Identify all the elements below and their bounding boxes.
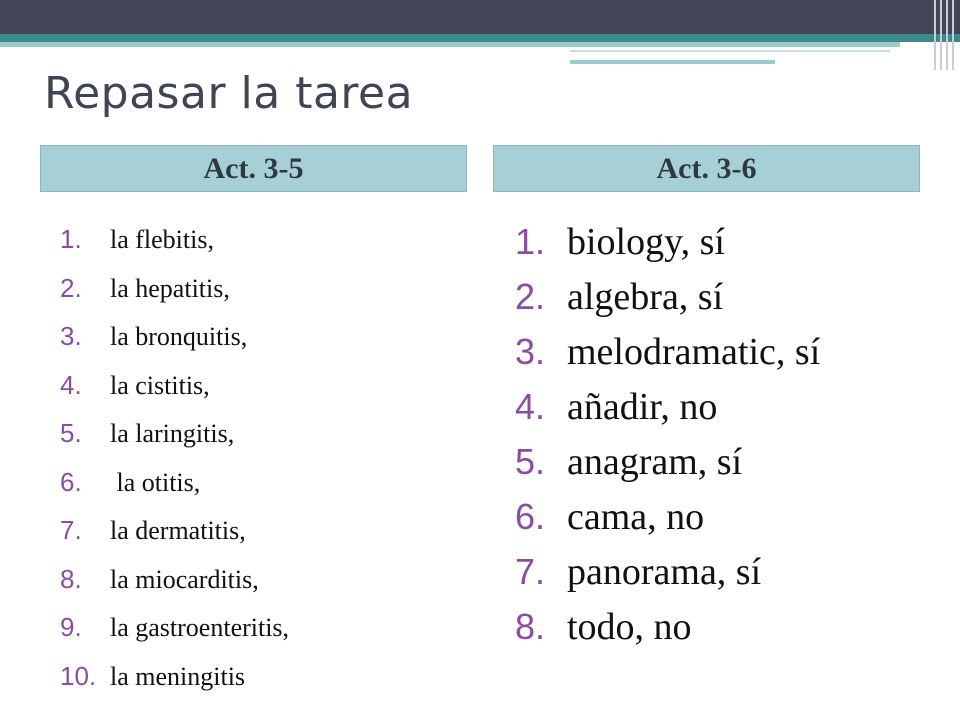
- item-number: 7.: [60, 515, 82, 545]
- item-number: 3.: [60, 321, 82, 351]
- item-number: 5.: [515, 441, 546, 482]
- item-text: la bronquitis,: [110, 322, 248, 351]
- list-item: [60, 224, 289, 273]
- item-text: la dermatitis,: [110, 516, 246, 545]
- list-item: [60, 418, 289, 467]
- item-text: la hepatitis,: [110, 273, 230, 303]
- item-number: 2.: [515, 276, 546, 317]
- list-item: [515, 605, 820, 660]
- list-item: [515, 440, 820, 495]
- list-item: [515, 330, 820, 385]
- list-item: [60, 661, 289, 710]
- item-text: la laringitis,: [110, 419, 235, 448]
- decorative-line: [570, 60, 775, 64]
- list-item: [60, 321, 289, 370]
- list-item: [515, 385, 820, 440]
- item-number: 6.: [60, 466, 82, 497]
- item-number: 9.: [60, 612, 82, 642]
- right-answer-list: [515, 220, 820, 660]
- item-text: melodramatic, sí: [567, 331, 821, 373]
- list-item: [515, 220, 820, 275]
- list-item: [515, 275, 820, 330]
- list-item: [60, 370, 289, 419]
- top-light-strip: [0, 42, 900, 47]
- list-item: [60, 612, 289, 661]
- item-text: añadir, no: [567, 386, 718, 428]
- item-text: la miocarditis,: [110, 564, 259, 594]
- item-text: panorama, sí: [567, 551, 762, 593]
- item-number: 10.: [60, 660, 97, 691]
- slide-title: Repasar la tarea: [44, 68, 414, 119]
- item-text: algebra, sí: [567, 276, 724, 318]
- item-text: la cistitis,: [110, 370, 210, 400]
- item-number: 6.: [515, 496, 546, 537]
- decorative-line: [570, 50, 890, 52]
- item-text: la gastroenteritis,: [110, 613, 290, 642]
- item-text: la otitis,: [110, 467, 201, 497]
- item-number: 3.: [515, 331, 546, 372]
- top-accent-band: [0, 34, 960, 42]
- item-number: 5.: [60, 418, 82, 448]
- list-item: [60, 564, 289, 613]
- item-number: 4.: [515, 386, 546, 427]
- item-number: 7.: [515, 551, 546, 592]
- item-number: 1.: [515, 221, 546, 262]
- top-banner: [0, 0, 960, 34]
- item-text: anagram, sí: [567, 441, 743, 483]
- item-number: 8.: [515, 606, 546, 647]
- item-number: 1.: [60, 224, 82, 254]
- decorative-vertical-lines: [930, 0, 960, 70]
- item-text: todo, no: [567, 606, 692, 648]
- list-item: [60, 273, 289, 322]
- list-item: [515, 495, 820, 550]
- item-text: cama, no: [567, 496, 705, 538]
- list-item: [515, 550, 820, 605]
- item-number: 4.: [60, 369, 82, 400]
- list-item: [60, 467, 289, 516]
- list-item: [60, 515, 289, 564]
- item-text: la flebitis,: [110, 225, 214, 254]
- left-column-header: Act. 3-5: [40, 145, 467, 192]
- item-text: la meningitis: [110, 661, 246, 691]
- item-text: biology, sí: [567, 221, 725, 263]
- right-column-header: Act. 3-6: [493, 145, 920, 192]
- left-answer-list: [60, 224, 289, 709]
- item-number: 8.: [60, 563, 82, 594]
- item-number: 2.: [60, 272, 82, 303]
